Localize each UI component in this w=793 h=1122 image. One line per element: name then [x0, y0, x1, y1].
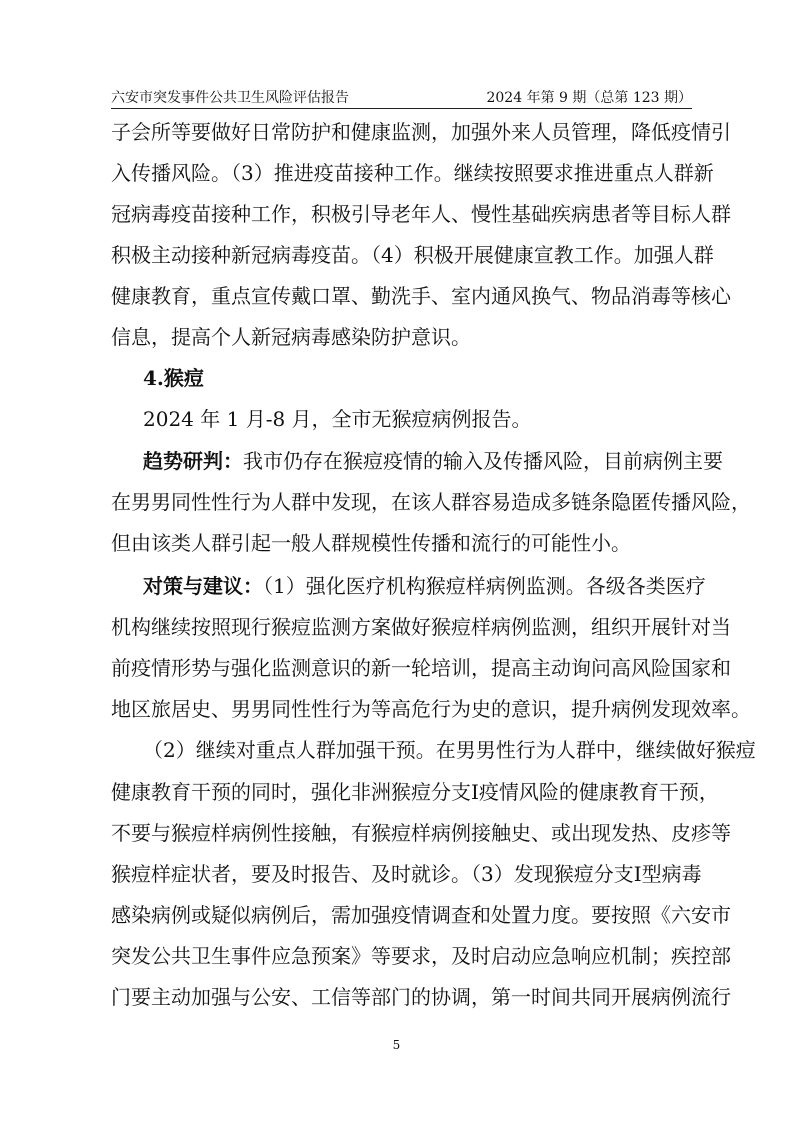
heading-line [143, 364, 692, 392]
line-text: （1）强化医疗机构猴痘样病例监测。各级各类医疗 [263, 574, 706, 598]
line-text: 积极主动接种新冠病毒疫苗。（4）积极开展健康宣教工作。加强人群 [111, 243, 714, 267]
text-line [111, 200, 731, 228]
text-line [111, 118, 731, 146]
text-line [111, 613, 731, 641]
line-text: 猴痘样症状者，要及时报告、及时就诊。（3）发现猴痘分支Ⅰ型病毒 [111, 862, 702, 886]
bold-lead: 对策与建议： [143, 574, 263, 598]
heading-line [143, 447, 723, 475]
header-title: 六安市突发事件公共卫生风险评估报告 [111, 90, 349, 106]
line-text: 机构继续按照现行猴痘监测方案做好猴痘样病例监测，组织开展针对当 [111, 615, 731, 639]
line-text: 门要主动加强与公安、工信等部门的协调，第一时间共同开展病例流行 [111, 985, 731, 1009]
line-text: 入传播风险。（3）推进疫苗接种工作。继续按照要求推进重点人群新 [111, 161, 714, 185]
text-line [111, 488, 751, 516]
line-text: 2024 年 1 月-8 月，全市无猴痘病例报告。 [143, 407, 532, 431]
text-line [143, 736, 756, 764]
line-text: 健康教育干预的同时，强化非洲猴痘分支Ⅰ疫情风险的健康教育干预， [111, 780, 719, 804]
line-text: 不要与猴痘样病例性接触，有猴痘样病例接触史、或出现发热、皮疹等 [111, 821, 731, 845]
text-line [111, 819, 731, 847]
bold-lead: 趋势研判： [143, 449, 243, 473]
text-line [111, 778, 719, 806]
line-text: 健康教育，重点宣传戴口罩、勤洗手、室内通风换气、物品消毒等核心 [111, 284, 731, 308]
page-number: 5 [392, 1038, 401, 1052]
text-line [111, 323, 692, 351]
line-text: 在男男同性性行为人群中发现，在该人群容易造成多链条隐匿传播风险， [111, 490, 751, 514]
line-text: 但由该类人群引起一般人群规模性传播和流行的可能性小。 [111, 531, 631, 555]
line-text: 地区旅居史、男男同性性行为等高危行为史的意识，提升病例发现效率。 [111, 697, 751, 721]
line-text: 子会所等要做好日常防护和健康监测，加强外来人员管理，降低疫情引 [111, 120, 731, 144]
text-line [111, 695, 751, 723]
line-text: 冠病毒疫苗接种工作，积极引导老年人、慢性基础疾病患者等目标人群 [111, 202, 731, 226]
text-line [111, 654, 731, 682]
line-text: 突发公共卫生事件应急预案》等要求，及时启动应急响应机制；疾控部 [111, 944, 731, 968]
line-text: （2）继续对重点人群加强干预。在男男性行为人群中，继续做好猴痘 [143, 738, 756, 762]
text-line [111, 901, 731, 929]
text-line [111, 983, 731, 1011]
heading-line [143, 572, 706, 600]
text-line [111, 282, 731, 310]
bold-lead: 4.猴痘 [143, 366, 204, 390]
header-rule [111, 108, 692, 109]
line-text: 信息，提高个人新冠病毒感染防护意识。 [111, 325, 471, 349]
text-line [143, 405, 692, 433]
text-line [111, 860, 702, 888]
text-line [111, 159, 714, 187]
header-issue: 2024 年第 9 期（总第 123 期） [486, 90, 692, 106]
line-text: 前疫情形势与强化监测意识的新一轮培训，提高主动询问高风险国家和 [111, 656, 731, 680]
text-line [111, 942, 731, 970]
line-text: 我市仍存在猴痘疫情的输入及传播风险，目前病例主要 [243, 449, 723, 473]
text-line [111, 241, 714, 269]
line-text: 感染病例或疑似病例后，需加强疫情调查和处置力度。要按照《六安市 [111, 903, 731, 927]
running-header [111, 87, 692, 107]
text-line [111, 529, 692, 557]
